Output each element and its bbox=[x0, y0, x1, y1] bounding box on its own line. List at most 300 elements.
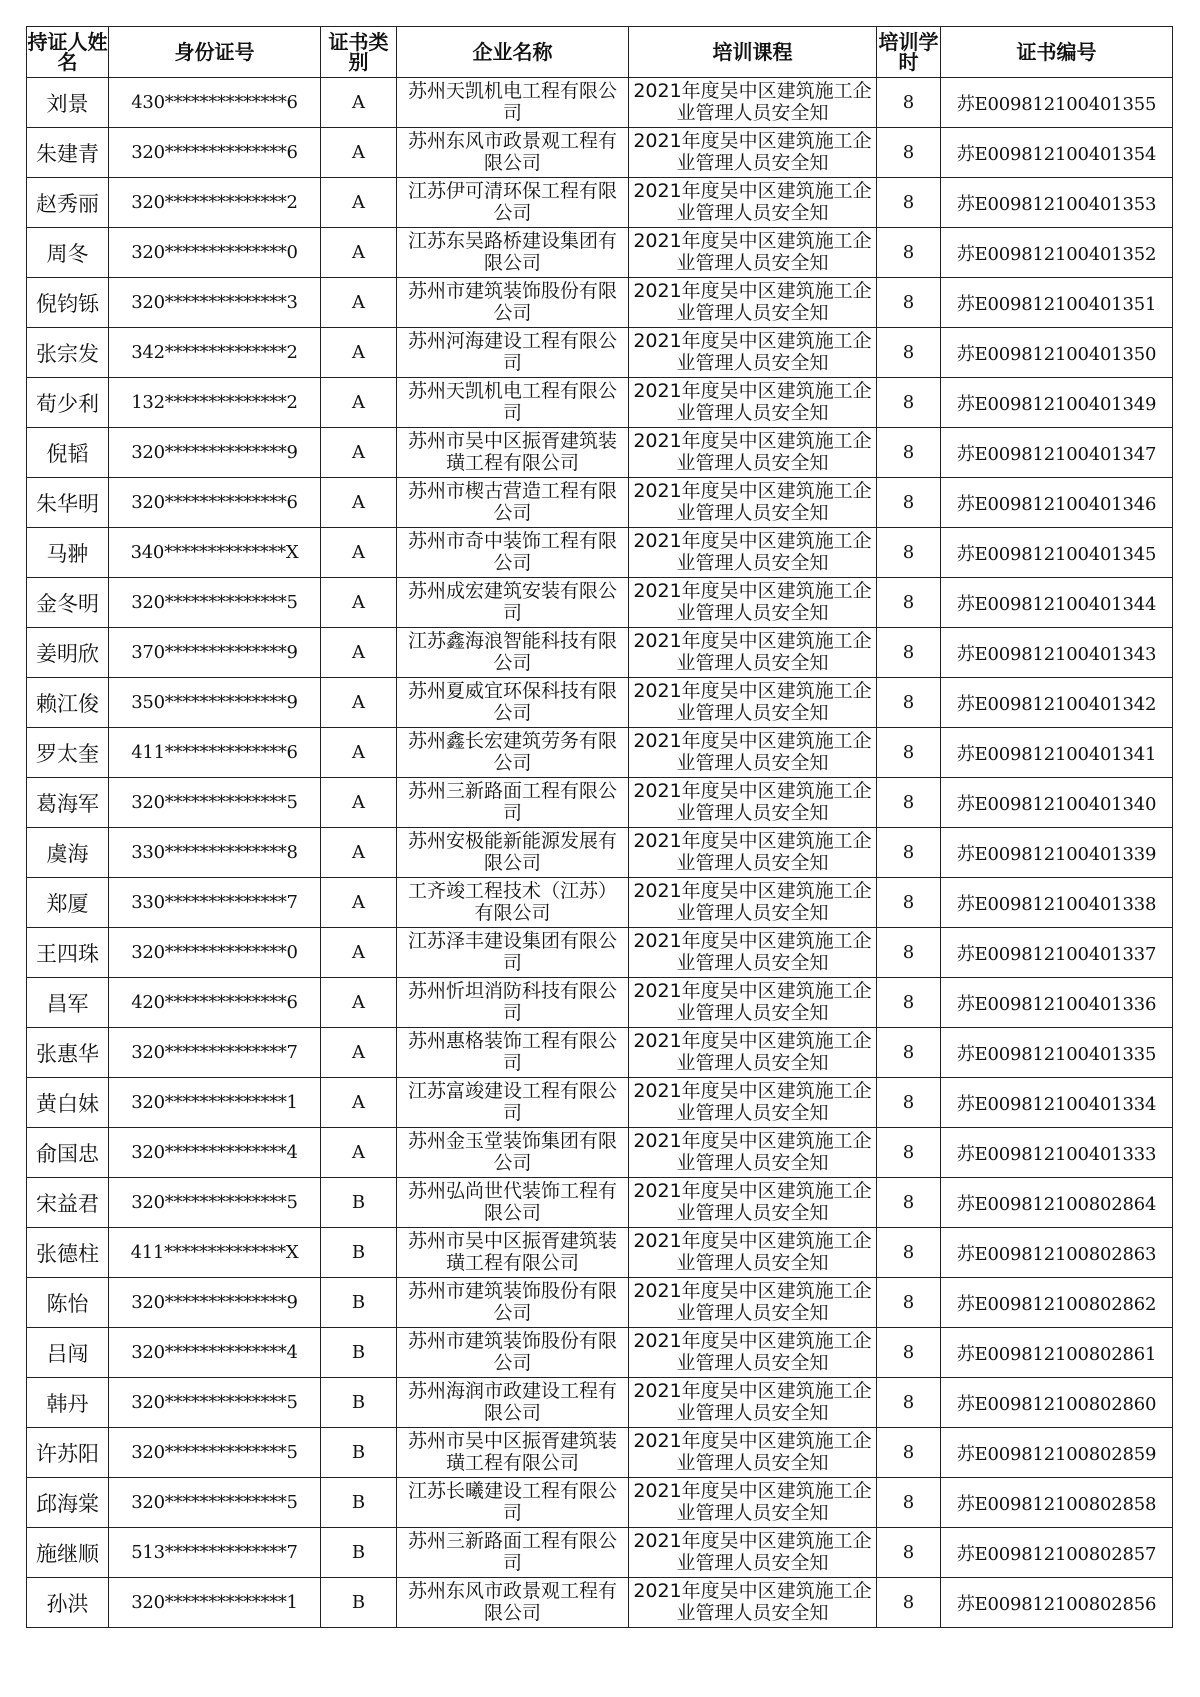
company-cell-text: 苏州东风市政景观工程有限公司 bbox=[407, 130, 617, 174]
course-cell-text: 2021年度吴中区建筑施工企业管理人员安全知 bbox=[633, 1430, 872, 1474]
company-cell-text: 江苏东吴路桥建设集团有限公司 bbox=[407, 230, 617, 274]
cert-type-cell: B bbox=[321, 1378, 397, 1428]
holder-name-cell: 倪韬 bbox=[27, 428, 109, 478]
company-cell bbox=[397, 428, 629, 478]
header-id-number: 身份证号 bbox=[109, 27, 321, 78]
company-cell-text: 苏州市吴中区振胥建筑装璜工程有限公司 bbox=[407, 430, 617, 474]
cert-type-cell: A bbox=[321, 878, 397, 928]
course-cell-text: 2021年度吴中区建筑施工企业管理人员安全知 bbox=[633, 1230, 872, 1274]
course-cell bbox=[629, 1528, 877, 1578]
company-cell-text: 苏州惠格装饰工程有限公司 bbox=[407, 1030, 617, 1074]
cert-type-cell: A bbox=[321, 1028, 397, 1078]
table-row bbox=[27, 1128, 1173, 1178]
course-cell-text: 2021年度吴中区建筑施工企业管理人员安全知 bbox=[633, 1280, 872, 1324]
table-row bbox=[27, 278, 1173, 328]
holder-name-cell: 周冬 bbox=[27, 228, 109, 278]
id-number-cell: 320**************5 bbox=[109, 1428, 321, 1478]
course-cell bbox=[629, 328, 877, 378]
cert-number-cell: 苏E009812100401335 bbox=[941, 1028, 1173, 1078]
cert-type-cell: A bbox=[321, 828, 397, 878]
hours-cell: 8 bbox=[877, 578, 941, 628]
course-cell-text: 2021年度吴中区建筑施工企业管理人员安全知 bbox=[633, 530, 872, 574]
hours-cell: 8 bbox=[877, 678, 941, 728]
company-cell bbox=[397, 1378, 629, 1428]
company-cell-text: 苏州三新路面工程有限公司 bbox=[407, 780, 617, 824]
company-cell-text: 苏州忻坦消防科技有限公司 bbox=[407, 980, 617, 1024]
holder-name-cell: 张惠华 bbox=[27, 1028, 109, 1078]
company-cell bbox=[397, 828, 629, 878]
id-number-cell: 320**************0 bbox=[109, 228, 321, 278]
id-number-cell: 340**************X bbox=[109, 528, 321, 578]
cert-number-cell: 苏E009812100802864 bbox=[941, 1178, 1173, 1228]
course-cell-text: 2021年度吴中区建筑施工企业管理人员安全知 bbox=[633, 730, 872, 774]
hours-cell: 8 bbox=[877, 1378, 941, 1428]
holder-name-cell: 黄白妹 bbox=[27, 1078, 109, 1128]
company-cell bbox=[397, 628, 629, 678]
table-row bbox=[27, 478, 1173, 528]
cert-number-cell: 苏E009812100401353 bbox=[941, 178, 1173, 228]
id-number-cell: 320**************6 bbox=[109, 128, 321, 178]
cert-number-cell: 苏E009812100401343 bbox=[941, 628, 1173, 678]
hours-cell: 8 bbox=[877, 378, 941, 428]
table-row bbox=[27, 228, 1173, 278]
company-cell bbox=[397, 678, 629, 728]
course-cell-text: 2021年度吴中区建筑施工企业管理人员安全知 bbox=[633, 330, 872, 374]
company-cell-text: 苏州市建筑装饰股份有限公司 bbox=[407, 280, 617, 324]
course-cell-text: 2021年度吴中区建筑施工企业管理人员安全知 bbox=[633, 780, 872, 824]
hours-cell: 8 bbox=[877, 828, 941, 878]
holder-name-cell: 马翀 bbox=[27, 528, 109, 578]
hours-cell: 8 bbox=[877, 728, 941, 778]
course-cell bbox=[629, 78, 877, 128]
table-row bbox=[27, 328, 1173, 378]
table-row bbox=[27, 1428, 1173, 1478]
company-cell bbox=[397, 278, 629, 328]
course-cell bbox=[629, 578, 877, 628]
id-number-cell: 320**************4 bbox=[109, 1328, 321, 1378]
table-row bbox=[27, 178, 1173, 228]
holder-name-cell: 许苏阳 bbox=[27, 1428, 109, 1478]
table-row bbox=[27, 1078, 1173, 1128]
cert-number-cell: 苏E009812100401344 bbox=[941, 578, 1173, 628]
company-cell bbox=[397, 1078, 629, 1128]
company-cell-text: 苏州弘尚世代装饰工程有限公司 bbox=[407, 1180, 617, 1224]
course-cell bbox=[629, 228, 877, 278]
holder-name-cell: 赵秀丽 bbox=[27, 178, 109, 228]
course-cell bbox=[629, 478, 877, 528]
header-cert-number: 证书编号 bbox=[941, 27, 1173, 78]
company-cell-text: 苏州市楔古营造工程有限公司 bbox=[407, 480, 617, 524]
hours-cell: 8 bbox=[877, 78, 941, 128]
holder-name-cell: 吕闯 bbox=[27, 1328, 109, 1378]
course-cell-text: 2021年度吴中区建筑施工企业管理人员安全知 bbox=[633, 480, 872, 524]
course-cell bbox=[629, 728, 877, 778]
course-cell bbox=[629, 778, 877, 828]
cert-number-cell: 苏E009812100401354 bbox=[941, 128, 1173, 178]
company-cell bbox=[397, 978, 629, 1028]
hours-cell: 8 bbox=[877, 228, 941, 278]
cert-type-cell: A bbox=[321, 578, 397, 628]
hours-cell: 8 bbox=[877, 1078, 941, 1128]
hours-cell: 8 bbox=[877, 1528, 941, 1578]
hours-cell: 8 bbox=[877, 1028, 941, 1078]
course-cell bbox=[629, 1378, 877, 1428]
cert-number-cell: 苏E009812100401345 bbox=[941, 528, 1173, 578]
course-cell-text: 2021年度吴中区建筑施工企业管理人员安全知 bbox=[633, 1530, 872, 1574]
id-number-cell: 370**************9 bbox=[109, 628, 321, 678]
cert-type-cell: B bbox=[321, 1578, 397, 1628]
course-cell bbox=[629, 1278, 877, 1328]
hours-cell: 8 bbox=[877, 878, 941, 928]
id-number-cell: 320**************5 bbox=[109, 1378, 321, 1428]
table-row bbox=[27, 1578, 1173, 1628]
course-cell-text: 2021年度吴中区建筑施工企业管理人员安全知 bbox=[633, 430, 872, 474]
id-number-cell: 320**************1 bbox=[109, 1078, 321, 1128]
id-number-cell: 420**************6 bbox=[109, 978, 321, 1028]
company-cell-text: 苏州天凯机电工程有限公司 bbox=[407, 380, 617, 424]
id-number-cell: 320**************3 bbox=[109, 278, 321, 328]
course-cell bbox=[629, 528, 877, 578]
holder-name-cell: 韩丹 bbox=[27, 1378, 109, 1428]
holder-name-cell: 俞国忠 bbox=[27, 1128, 109, 1178]
hours-cell: 8 bbox=[877, 178, 941, 228]
id-number-cell: 411**************X bbox=[109, 1228, 321, 1278]
table-row bbox=[27, 678, 1173, 728]
course-cell-text: 2021年度吴中区建筑施工企业管理人员安全知 bbox=[633, 80, 872, 124]
holder-name-cell: 朱建青 bbox=[27, 128, 109, 178]
id-number-cell: 320**************7 bbox=[109, 1028, 321, 1078]
cert-type-cell: A bbox=[321, 128, 397, 178]
holder-name-cell: 朱华明 bbox=[27, 478, 109, 528]
course-cell bbox=[629, 1578, 877, 1628]
company-cell-text: 苏州成宏建筑安装有限公司 bbox=[407, 580, 617, 624]
hours-cell: 8 bbox=[877, 428, 941, 478]
cert-type-cell: B bbox=[321, 1228, 397, 1278]
table-row bbox=[27, 628, 1173, 678]
holder-name-cell: 王四珠 bbox=[27, 928, 109, 978]
table-row bbox=[27, 778, 1173, 828]
course-cell bbox=[629, 1028, 877, 1078]
holder-name-cell: 昌军 bbox=[27, 978, 109, 1028]
holder-name-cell: 荀少利 bbox=[27, 378, 109, 428]
company-cell-text: 苏州鑫长宏建筑劳务有限公司 bbox=[407, 730, 617, 774]
company-cell bbox=[397, 1278, 629, 1328]
course-cell bbox=[629, 1128, 877, 1178]
table-row bbox=[27, 1178, 1173, 1228]
company-cell-text: 苏州海润市政建设工程有限公司 bbox=[407, 1380, 617, 1424]
cert-type-cell: A bbox=[321, 328, 397, 378]
id-number-cell: 320**************9 bbox=[109, 428, 321, 478]
table-row bbox=[27, 378, 1173, 428]
cert-type-cell: A bbox=[321, 628, 397, 678]
company-cell-text: 江苏长曦建设工程有限公司 bbox=[407, 1480, 617, 1524]
company-cell-text: 江苏鑫海浪智能科技有限公司 bbox=[407, 630, 617, 674]
company-cell bbox=[397, 128, 629, 178]
course-cell bbox=[629, 1178, 877, 1228]
id-number-cell: 411**************6 bbox=[109, 728, 321, 778]
hours-cell: 8 bbox=[877, 628, 941, 678]
id-number-cell: 320**************5 bbox=[109, 1178, 321, 1228]
cert-number-cell: 苏E009812100401350 bbox=[941, 328, 1173, 378]
company-cell-text: 苏州市建筑装饰股份有限公司 bbox=[407, 1280, 617, 1324]
company-cell bbox=[397, 1428, 629, 1478]
table-header-row bbox=[27, 27, 1173, 78]
course-cell-text: 2021年度吴中区建筑施工企业管理人员安全知 bbox=[633, 180, 872, 224]
company-cell bbox=[397, 928, 629, 978]
course-cell bbox=[629, 1328, 877, 1378]
certificate-table bbox=[26, 26, 1173, 1628]
cert-type-cell: B bbox=[321, 1328, 397, 1378]
company-cell bbox=[397, 778, 629, 828]
cert-type-cell: A bbox=[321, 1078, 397, 1128]
company-cell bbox=[397, 1128, 629, 1178]
cert-number-cell: 苏E009812100401334 bbox=[941, 1078, 1173, 1128]
company-cell-text: 江苏伊可清环保工程有限公司 bbox=[407, 180, 617, 224]
holder-name-cell: 姜明欣 bbox=[27, 628, 109, 678]
company-cell bbox=[397, 728, 629, 778]
company-cell bbox=[397, 378, 629, 428]
holder-name-cell: 刘景 bbox=[27, 78, 109, 128]
course-cell bbox=[629, 278, 877, 328]
table-row bbox=[27, 878, 1173, 928]
cert-number-cell: 苏E009812100802858 bbox=[941, 1478, 1173, 1528]
holder-name-cell: 倪钧铄 bbox=[27, 278, 109, 328]
holder-name-cell: 邱海棠 bbox=[27, 1478, 109, 1528]
table-row bbox=[27, 78, 1173, 128]
cert-number-cell: 苏E009812100401346 bbox=[941, 478, 1173, 528]
company-cell-text: 苏州三新路面工程有限公司 bbox=[407, 1530, 617, 1574]
hours-cell: 8 bbox=[877, 1428, 941, 1478]
course-cell bbox=[629, 1078, 877, 1128]
header-hours: 培训学时 bbox=[877, 27, 941, 78]
company-cell bbox=[397, 578, 629, 628]
course-cell-text: 2021年度吴中区建筑施工企业管理人员安全知 bbox=[633, 1330, 872, 1374]
company-cell bbox=[397, 878, 629, 928]
table-row bbox=[27, 128, 1173, 178]
course-cell-text: 2021年度吴中区建筑施工企业管理人员安全知 bbox=[633, 1180, 872, 1224]
company-cell-text: 苏州河海建设工程有限公司 bbox=[407, 330, 617, 374]
id-number-cell: 330**************8 bbox=[109, 828, 321, 878]
cert-type-cell: A bbox=[321, 178, 397, 228]
hours-cell: 8 bbox=[877, 978, 941, 1028]
table-row bbox=[27, 578, 1173, 628]
holder-name-cell: 罗太奎 bbox=[27, 728, 109, 778]
table-row bbox=[27, 1228, 1173, 1278]
company-cell-text: 苏州市吴中区振胥建筑装璜工程有限公司 bbox=[407, 1430, 617, 1474]
course-cell-text: 2021年度吴中区建筑施工企业管理人员安全知 bbox=[633, 1580, 872, 1624]
holder-name-cell: 施继顺 bbox=[27, 1528, 109, 1578]
course-cell-text: 2021年度吴中区建筑施工企业管理人员安全知 bbox=[633, 830, 872, 874]
cert-number-cell: 苏E009812100401338 bbox=[941, 878, 1173, 928]
header-holder-name: 持证人姓名 bbox=[27, 27, 109, 78]
cert-type-cell: B bbox=[321, 1478, 397, 1528]
hours-cell: 8 bbox=[877, 1128, 941, 1178]
cert-number-cell: 苏E009812100802863 bbox=[941, 1228, 1173, 1278]
cert-type-cell: B bbox=[321, 1178, 397, 1228]
course-cell bbox=[629, 678, 877, 728]
holder-name-cell: 葛海军 bbox=[27, 778, 109, 828]
holder-name-cell: 金冬明 bbox=[27, 578, 109, 628]
id-number-cell: 320**************9 bbox=[109, 1278, 321, 1328]
cert-number-cell: 苏E009812100401341 bbox=[941, 728, 1173, 778]
holder-name-cell: 虞海 bbox=[27, 828, 109, 878]
hours-cell: 8 bbox=[877, 528, 941, 578]
company-cell-text: 工齐竣工程技术（江苏）有限公司 bbox=[407, 880, 617, 924]
id-number-cell: 320**************5 bbox=[109, 578, 321, 628]
company-cell-text: 苏州市奇中装饰工程有限公司 bbox=[407, 530, 617, 574]
course-cell-text: 2021年度吴中区建筑施工企业管理人员安全知 bbox=[633, 880, 872, 924]
id-number-cell: 342**************2 bbox=[109, 328, 321, 378]
course-cell bbox=[629, 1428, 877, 1478]
cert-number-cell: 苏E009812100802862 bbox=[941, 1278, 1173, 1328]
course-cell-text: 2021年度吴中区建筑施工企业管理人员安全知 bbox=[633, 230, 872, 274]
company-cell bbox=[397, 1478, 629, 1528]
company-cell bbox=[397, 78, 629, 128]
hours-cell: 8 bbox=[877, 778, 941, 828]
company-cell-text: 苏州安极能新能源发展有限公司 bbox=[407, 830, 617, 874]
cert-type-cell: A bbox=[321, 978, 397, 1028]
table-row bbox=[27, 978, 1173, 1028]
cert-type-cell: A bbox=[321, 278, 397, 328]
course-cell-text: 2021年度吴中区建筑施工企业管理人员安全知 bbox=[633, 930, 872, 974]
cert-type-cell: B bbox=[321, 1278, 397, 1328]
hours-cell: 8 bbox=[877, 328, 941, 378]
hours-cell: 8 bbox=[877, 1328, 941, 1378]
table-row bbox=[27, 1278, 1173, 1328]
cert-type-cell: A bbox=[321, 378, 397, 428]
hours-cell: 8 bbox=[877, 478, 941, 528]
id-number-cell: 320**************2 bbox=[109, 178, 321, 228]
id-number-cell: 430**************6 bbox=[109, 78, 321, 128]
company-cell bbox=[397, 328, 629, 378]
cert-type-cell: A bbox=[321, 778, 397, 828]
company-cell bbox=[397, 478, 629, 528]
course-cell bbox=[629, 428, 877, 478]
cert-type-cell: B bbox=[321, 1528, 397, 1578]
course-cell-text: 2021年度吴中区建筑施工企业管理人员安全知 bbox=[633, 980, 872, 1024]
cert-type-cell: A bbox=[321, 1128, 397, 1178]
id-number-cell: 320**************5 bbox=[109, 1478, 321, 1528]
id-number-cell: 330**************7 bbox=[109, 878, 321, 928]
cert-type-cell: A bbox=[321, 678, 397, 728]
table-row bbox=[27, 528, 1173, 578]
company-cell-text: 苏州市建筑装饰股份有限公司 bbox=[407, 1330, 617, 1374]
id-number-cell: 320**************6 bbox=[109, 478, 321, 528]
table-row bbox=[27, 1028, 1173, 1078]
table-row bbox=[27, 828, 1173, 878]
company-cell bbox=[397, 1578, 629, 1628]
hours-cell: 8 bbox=[877, 928, 941, 978]
table-row bbox=[27, 728, 1173, 778]
company-cell-text: 苏州金玉堂装饰集团有限公司 bbox=[407, 1130, 617, 1174]
cert-type-cell: B bbox=[321, 1428, 397, 1478]
cert-number-cell: 苏E009812100401342 bbox=[941, 678, 1173, 728]
company-cell bbox=[397, 1228, 629, 1278]
hours-cell: 8 bbox=[877, 1278, 941, 1328]
table-row bbox=[27, 1328, 1173, 1378]
course-cell bbox=[629, 928, 877, 978]
cert-number-cell: 苏E009812100401333 bbox=[941, 1128, 1173, 1178]
course-cell-text: 2021年度吴中区建筑施工企业管理人员安全知 bbox=[633, 1030, 872, 1074]
course-cell bbox=[629, 1478, 877, 1528]
company-cell bbox=[397, 1328, 629, 1378]
course-cell bbox=[629, 178, 877, 228]
header-cert-type: 证书类别 bbox=[321, 27, 397, 78]
course-cell-text: 2021年度吴中区建筑施工企业管理人员安全知 bbox=[633, 130, 872, 174]
cert-type-cell: A bbox=[321, 428, 397, 478]
cert-type-cell: A bbox=[321, 728, 397, 778]
course-cell bbox=[629, 128, 877, 178]
header-course: 培训课程 bbox=[629, 27, 877, 78]
course-cell-text: 2021年度吴中区建筑施工企业管理人员安全知 bbox=[633, 1130, 872, 1174]
cert-number-cell: 苏E009812100401349 bbox=[941, 378, 1173, 428]
course-cell bbox=[629, 1228, 877, 1278]
company-cell-text: 苏州天凯机电工程有限公司 bbox=[407, 80, 617, 124]
course-cell-text: 2021年度吴中区建筑施工企业管理人员安全知 bbox=[633, 680, 872, 724]
id-number-cell: 513**************7 bbox=[109, 1528, 321, 1578]
cert-number-cell: 苏E009812100401340 bbox=[941, 778, 1173, 828]
course-cell-text: 2021年度吴中区建筑施工企业管理人员安全知 bbox=[633, 380, 872, 424]
hours-cell: 8 bbox=[877, 278, 941, 328]
cert-type-cell: A bbox=[321, 478, 397, 528]
company-cell bbox=[397, 528, 629, 578]
company-cell-text: 苏州夏威宜环保科技有限公司 bbox=[407, 680, 617, 724]
cert-number-cell: 苏E009812100401352 bbox=[941, 228, 1173, 278]
id-number-cell: 320**************4 bbox=[109, 1128, 321, 1178]
course-cell-text: 2021年度吴中区建筑施工企业管理人员安全知 bbox=[633, 1380, 872, 1424]
course-cell-text: 2021年度吴中区建筑施工企业管理人员安全知 bbox=[633, 1080, 872, 1124]
cert-number-cell: 苏E009812100401339 bbox=[941, 828, 1173, 878]
id-number-cell: 320**************1 bbox=[109, 1578, 321, 1628]
id-number-cell: 320**************0 bbox=[109, 928, 321, 978]
company-cell-text: 江苏泽丰建设集团有限公司 bbox=[407, 930, 617, 974]
holder-name-cell: 陈怡 bbox=[27, 1278, 109, 1328]
cert-number-cell: 苏E009812100802856 bbox=[941, 1578, 1173, 1628]
course-cell-text: 2021年度吴中区建筑施工企业管理人员安全知 bbox=[633, 580, 872, 624]
id-number-cell: 350**************9 bbox=[109, 678, 321, 728]
hours-cell: 8 bbox=[877, 1228, 941, 1278]
cert-type-cell: A bbox=[321, 528, 397, 578]
hours-cell: 8 bbox=[877, 1578, 941, 1628]
holder-name-cell: 张德柱 bbox=[27, 1228, 109, 1278]
course-cell bbox=[629, 978, 877, 1028]
company-cell-text: 苏州市吴中区振胥建筑装璜工程有限公司 bbox=[407, 1230, 617, 1274]
course-cell bbox=[629, 828, 877, 878]
company-cell bbox=[397, 1178, 629, 1228]
cert-number-cell: 苏E009812100401347 bbox=[941, 428, 1173, 478]
cert-number-cell: 苏E009812100401351 bbox=[941, 278, 1173, 328]
holder-name-cell: 孙洪 bbox=[27, 1578, 109, 1628]
cert-type-cell: A bbox=[321, 78, 397, 128]
course-cell-text: 2021年度吴中区建筑施工企业管理人员安全知 bbox=[633, 280, 872, 324]
cert-number-cell: 苏E009812100802861 bbox=[941, 1328, 1173, 1378]
header-company: 企业名称 bbox=[397, 27, 629, 78]
cert-number-cell: 苏E009812100802857 bbox=[941, 1528, 1173, 1578]
cert-number-cell: 苏E009812100802859 bbox=[941, 1428, 1173, 1478]
hours-cell: 8 bbox=[877, 1178, 941, 1228]
holder-name-cell: 赖江俊 bbox=[27, 678, 109, 728]
table-row bbox=[27, 428, 1173, 478]
cert-number-cell: 苏E009812100401355 bbox=[941, 78, 1173, 128]
table-row bbox=[27, 928, 1173, 978]
company-cell bbox=[397, 1528, 629, 1578]
company-cell bbox=[397, 228, 629, 278]
cert-number-cell: 苏E009812100802860 bbox=[941, 1378, 1173, 1428]
table-row bbox=[27, 1528, 1173, 1578]
cert-number-cell: 苏E009812100401337 bbox=[941, 928, 1173, 978]
company-cell bbox=[397, 178, 629, 228]
holder-name-cell: 宋益君 bbox=[27, 1178, 109, 1228]
